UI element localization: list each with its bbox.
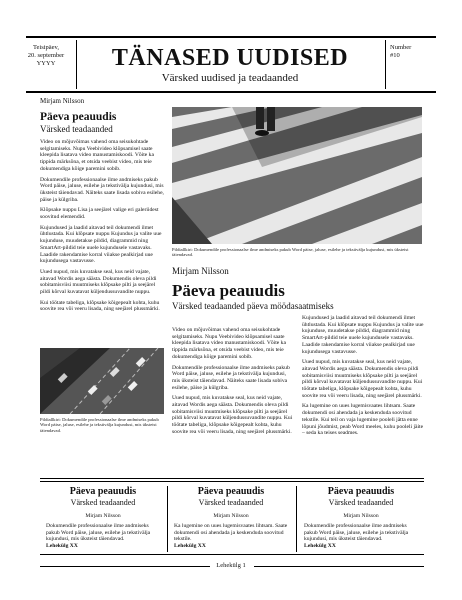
main-article-paragraph: Kujundused ja laadid aitavad teil dokumendi ilmet ühtlustada. Kui klõpsate nuppu Kujundus ja valite uue kujunduse, muudetakse pildid, diagrammid ning SmartArt-pildid teie uuele kujundusele vastavaks. Laadide rakendamise korral viiakse pealkirjad uue kujundusega vastavusse. [302, 315, 424, 355]
newspaper-subtitle: Värsked uudised ja teadaanded [161, 72, 299, 84]
bottom-article-subhead: Värsked teadaanded [70, 498, 136, 507]
newspaper-title: TÄNASED UUDISED [111, 45, 349, 71]
masthead-divider-left [76, 40, 77, 89]
bottom-section-bottom-rule [40, 554, 424, 555]
bottom-article-author: Mirjam Nilsson [213, 513, 249, 519]
main-article-paragraph: Uued nupud, mis kuvatakse seal, kus neid vajate, aitavad Wordis aega säästa. Dokumendis oleva pildi sobitamisviisi muutmiseks klõpsake pilti ja seejärel pildi kõrval kuvatavat küljendussuvandite nuppu. Kui töötate tabeliga, klõpsake kõigepealt kohta, kuhu soovite rea või veeru lisada, ning seejärel plussmärki. [172, 395, 293, 435]
issue-number-value: #10 [390, 52, 400, 59]
left-article-subhead: Värsked teadaanded [40, 124, 113, 134]
bottom-article-1 [46, 486, 160, 549]
bottom-article-3 [304, 486, 418, 549]
main-article-author: Mirjam Nilsson [172, 266, 229, 276]
bottom-article-text: Ka lugemine on uues lugemisvaates lihtsam. Saate dokumendi osi ahendada ja keskenduda soovitud tekstile. [174, 523, 288, 543]
masthead-bottom-rule [26, 91, 436, 93]
bottom-section-top-rule [40, 478, 424, 479]
main-article-paragraph: Ka lugemine on uues lugemisvaates lihtsam. Saate dokumendi osi ahendada ja keskenduda soovitud tekstile. Kui teil on vaja lugemine pooleli jätta enne lõpuni jõudmist, peab Word meeles, kuhu pooleli jäite – seda ka teises seadmes. [302, 403, 424, 437]
bottom-article-text: Dokumendile professionaalse ilme andmiseks pakub Word päise, jaluse, esilehe ja tekstivälja kujundusi, mis üksteist täiendavad. [304, 523, 409, 543]
main-article-paragraph: Uued nupud, mis kuvatakse seal, kus neid vajate, aitavad Wordis aega säästa. Dokumendis oleva pildi sobitamisviisi muutmiseks klõpsake pilti ja seejärel pildi kõrval kuvatavat küljendussuvandite nuppu. Kui töötate tabeliga, klõpsake kõigepealt kohta, kuhu soovite rea või veeru lisada, ning seejärel plussmärki. [302, 359, 423, 399]
bottom-article-headline: Päeva peauudis [197, 486, 265, 497]
bottom-article-continued-link[interactable]: Lehekülg XX [46, 543, 78, 550]
left-article-paragraph: Klõpsake nuppu Lisa ja seejärel valige eri galeriidest soovitud elemendid. [40, 207, 159, 221]
bottom-article-subhead: Värsked teadaanded [198, 498, 264, 507]
footer-rule-left [40, 566, 210, 567]
bottom-section-top-rule-2 [40, 481, 424, 482]
bottom-divider-1 [167, 486, 168, 552]
masthead-date [26, 44, 66, 68]
left-article-paragraph: Uued nupud, mis kuvatakse seal, kus neid vajate, aitavad Wordis aega säästa. Dokumendis oleva pildi sobitamisviisi muutmiseks klõpsake pilti ja seejärel pildi kõrval kuvatavat küljendussuvandite nuppu. [40, 268, 157, 296]
masthead-divider-right [385, 40, 386, 89]
bottom-article-author: Mirjam Nilsson [85, 513, 121, 519]
issue-number [390, 44, 430, 60]
left-article [40, 97, 164, 317]
footer-rule-right [254, 566, 424, 567]
left-article-author: Mirjam Nilsson [40, 97, 85, 105]
page-number: Lehekülg 1 [216, 562, 246, 569]
bottom-article-continued-link[interactable]: Lehekülg XX [304, 543, 336, 550]
bottom-article-subhead: Värsked teadaanded [328, 498, 394, 507]
highway-photo-caption: Pildiallkiri: Dokumendile professionaalse ilme andmiseks pakub Word päise, jaluse, esilehe ja tekstivälja kujundusi, mis üksteist täiendavad. [40, 417, 159, 433]
issue-number-label: Number [390, 44, 412, 51]
highway-photo [40, 348, 164, 414]
crosswalk-photo-caption: Pildiallkiri: Dokumendile professionaalse ilme andmiseks pakub Word päise, jaluse, esilehe ja tekstivälja kujundusi, mis üksteist täiendavad. [172, 247, 409, 258]
left-article-headline: Päeva peauudis [40, 111, 117, 123]
main-article-subhead: Värsked teadaanded päeva möödasaatmiseks [172, 301, 334, 311]
date-day-month: 20. september [27, 52, 65, 59]
left-article-paragraph: Video on mõjuvõimas vahend oma seisukohtade selgitamiseks. Nupu Veebivideo klõpsamisel saate kleepida lisatava video manustamiskoodi. Võite ka tippida märksõna, et otsida veebist video, mis teie dokumendiga kõige paremini sobib. [40, 139, 154, 172]
bottom-article-2 [174, 486, 288, 549]
main-article-paragraph: Video on mõjuvõimas vahend oma seisukohtade selgitamiseks. Nupu Veebivideo klõpsamisel saate kleepida lisatava video manustamiskoodi. Võite ka tippida märksõna, et otsida veebist video, mis teie dokumendiga kõige paremini sobib. [172, 327, 286, 360]
bottom-article-headline: Päeva peauudis [327, 486, 395, 497]
bottom-article-headline: Päeva peauudis [69, 486, 137, 497]
bottom-divider-2 [296, 486, 297, 552]
main-article-headline: Päeva peauudis [172, 281, 285, 300]
main-article-paragraph: Dokumendile professionaalse ilme andmiseks pakub Word päise, jaluse, esilehe ja tekstivälja kujundusi, mis üksteist täiendavad. Näiteks saate lisada sobiva esilehe, päise ja külgriba. [172, 364, 290, 391]
bottom-article-continued-link[interactable]: Lehekülg XX [174, 543, 206, 550]
left-article-body [40, 139, 164, 313]
left-article-paragraph: Kujundused ja laadid aitavad teil dokumendi ilmet ühtlustada. Kui klõpsate nuppu Kujundus ja valite uue kujunduse, muudetakse pildid, diagrammid ning SmartArt-pildid teie uuele kujundusele vastavaks. Laadide rakendamise korral viiakse pealkirjad uue kujundusega vastavusse. [40, 224, 162, 265]
left-article-paragraph: Kui töötate tabeliga, klõpsake kõigepealt kohta, kuhu soovite rea või veeru lisada, ning seejärel plussmärki. [40, 299, 160, 313]
left-article-paragraph: Dokumendile professionaalse ilme andmiseks pakub Word päise, jaluse, esilehe ja tekstivälja kujundusi, mis üksteist täiendavad. Näiteks saate lisada sobiva esilehe, päise ja külgriba. [40, 176, 164, 203]
main-article-column-2 [302, 315, 424, 441]
bottom-article-text: Dokumendile professionaalse ilme andmiseks pakub Word päise, jaluse, esilehe ja tekstivälja kujundusi, mis üksteist täiendavad. [46, 523, 151, 543]
date-weekday: Teisipäev, [32, 44, 60, 51]
main-article-column-1 [172, 327, 294, 440]
masthead-top-rule [26, 36, 436, 38]
bottom-article-author: Mirjam Nilsson [343, 513, 379, 519]
crosswalk-photo [172, 107, 422, 244]
date-year: YYYY [36, 60, 56, 67]
